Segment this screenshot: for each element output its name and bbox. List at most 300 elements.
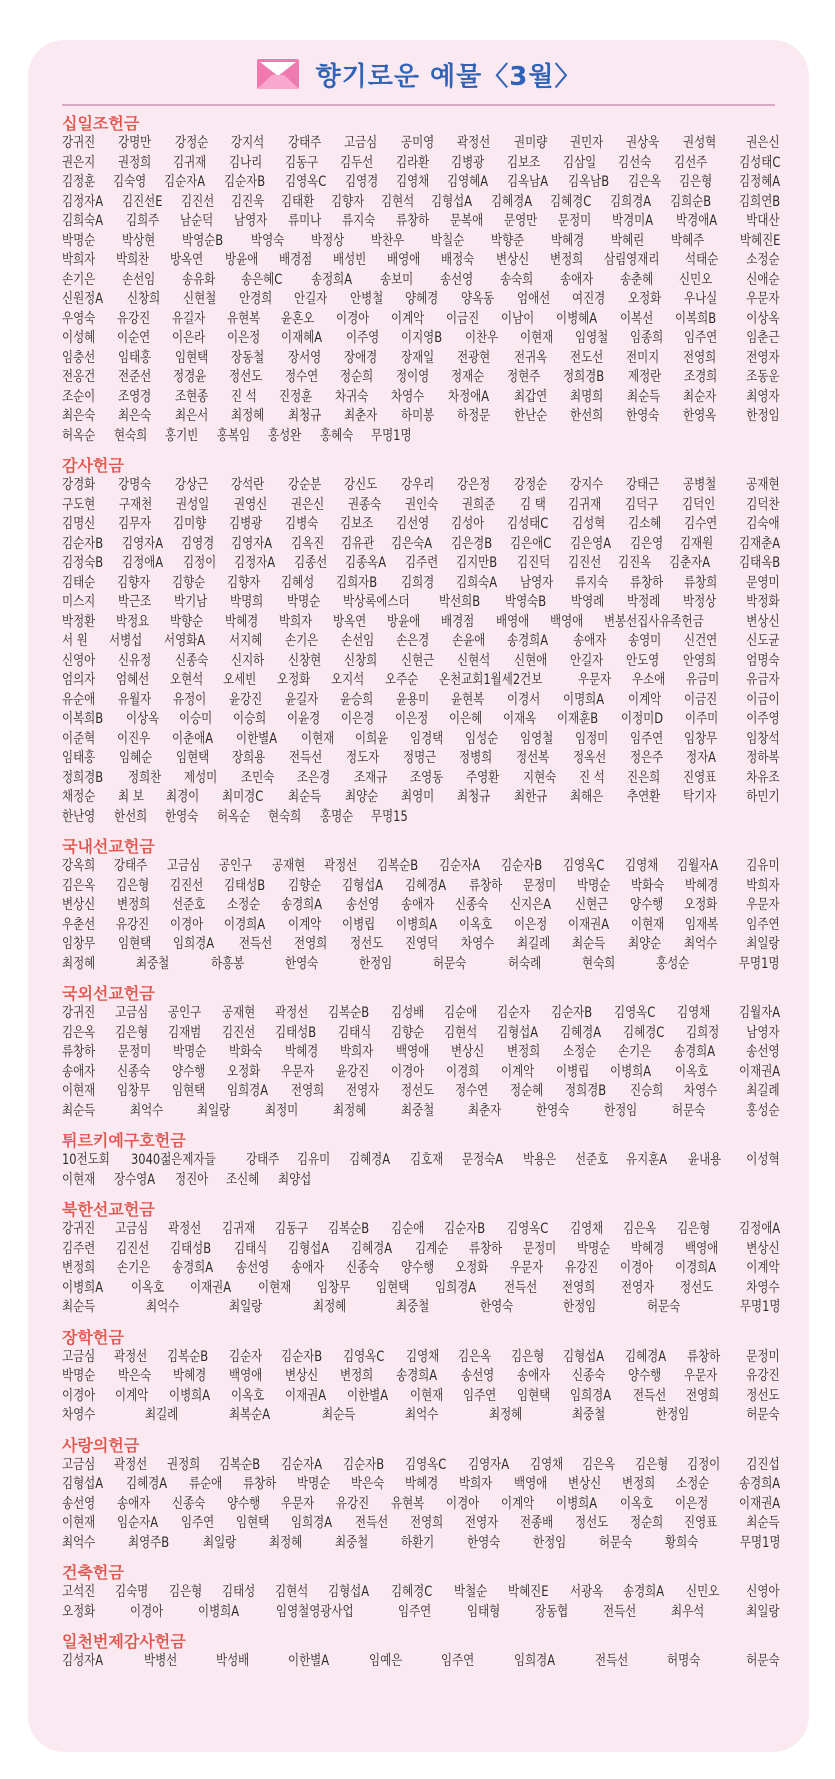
donor-name: 엄애선 [516,291,550,307]
donor-name: 차정애A [447,388,489,405]
offering-section [62,1200,780,1318]
donor-name: 김영채 [624,858,659,874]
offering-section [62,984,780,1121]
donor-name: 최중철 [396,1299,430,1315]
donor-name: 조영경 [118,388,152,405]
name-row [62,1367,780,1387]
section-title: 감사헌금 [62,456,124,475]
donor-name: 김혜경C [623,1024,665,1041]
donor-name: 김영혜A [446,174,488,190]
donor-name: 신영아 [746,1584,780,1600]
donor-name: 김영경 [345,174,379,190]
offering-section [62,1563,780,1622]
donor-name: 배경점 [441,613,475,630]
donor-name: 최중철 [400,1102,434,1119]
donor-name: 임희경A [290,1515,333,1531]
donor-name: 임영철 [574,330,609,346]
donor-name: 류미나 [287,213,322,229]
donor-name: 이금이 [746,691,780,708]
donor-name: 오정화 [226,1063,260,1080]
donor-name: 전옹건 [62,369,96,385]
name-row [62,535,780,555]
donor-name: 김희숙A [62,213,104,229]
donor-name: 류창하 [469,877,503,894]
donor-name: 권민자 [569,135,604,151]
donor-name: 김진선 [567,555,601,571]
donor-name: 김정자A [233,555,275,571]
donor-name: 양수행 [629,897,663,913]
donor-name: 김혜경A [349,1152,391,1168]
donor-name: 변상신 [62,897,96,913]
donor-name: 한영숙 [479,1299,514,1315]
donor-name: 방윤애 [224,252,258,268]
donor-name: 박상록에스더 [342,594,410,610]
donor-name: 전득선 [355,1515,389,1531]
donor-name: 이주영 [746,711,780,727]
name-row [62,1024,780,1044]
donor-name: 하미봉 [400,408,434,424]
donor-name: 김순자B [444,1221,486,1237]
name-row [62,1063,780,1083]
donor-name: 박향준 [490,232,525,249]
donor-name: 정현주 [507,369,541,385]
donor-name: 최영자 [746,388,780,405]
donor-name: 임희경A [226,1083,268,1099]
donor-name: 김주련 [62,1240,96,1257]
donor-name: 김혜경A [125,1476,167,1492]
page-title: 향기로운 예물〈3월〉 [315,61,582,92]
donor-name: 문정미 [523,877,557,894]
donor-name: 현숙희 [581,955,616,972]
donor-name: 남영자 [233,213,267,229]
donor-name: 이은혜 [449,711,483,727]
donor-name: 정순희 [340,369,374,385]
donor-name: 이성혁 [746,1152,780,1168]
donor-name: 한선희 [569,408,604,424]
donor-name: 김은숙A [390,535,433,552]
donor-name: 차유조 [746,769,780,786]
donor-name: 김숙명 [115,1584,149,1600]
name-row [62,193,780,213]
donor-name: 임창석 [746,730,780,747]
donor-name: 김월자A [738,1005,780,1021]
donor-name: 김진선 [116,1240,150,1257]
donor-name: 변정희 [116,897,151,913]
name-row [62,1534,780,1554]
donor-name: 김진섭 [746,1456,780,1473]
donor-name: 한정임 [359,955,393,972]
name-row [62,1043,780,1063]
donor-name: 박칠순 [431,232,465,249]
donor-name: 김혜경A [405,877,447,894]
donor-name: 조은경 [297,769,331,786]
donor-name: 장동철 [231,349,265,366]
donor-name: 이현재 [62,1171,96,1188]
donor-name: 김형섭A [341,877,383,894]
donor-name: 신현근 [400,652,434,669]
donor-name: 최정혜 [332,1102,367,1119]
donor-name: 김선주 [673,154,708,171]
donor-name: 이상옥 [125,711,159,727]
donor-name: 곽정선 [168,1221,202,1237]
donor-name: 박화숙 [228,1044,263,1060]
donor-name: 한영숙 [626,408,660,424]
donor-name: 박명순 [286,594,320,610]
donor-name: 류지숙 [341,213,376,229]
donor-name: 김미향 [173,516,207,532]
donor-name: 우문자 [281,1063,315,1080]
donor-name: 류창하 [395,213,430,229]
donor-name: 추연환 [626,789,660,805]
donor-name: 이경아 [62,1387,96,1404]
donor-name: 삼림영재리 [603,252,660,268]
donor-name: 박혜경 [173,1368,207,1384]
donor-name: 김은영 [629,535,663,552]
donor-name: 박명희 [230,594,264,610]
donor-name: 전영자 [465,1515,499,1531]
donor-name: 김혜경A [624,1348,667,1365]
donor-name: 이재권A [738,1495,780,1512]
name-row [62,134,780,154]
donor-name: 김정이 [182,555,217,571]
donor-name: 양혜경 [405,291,439,307]
donor-name: 강순분 [287,477,322,493]
donor-name: 우문자 [281,1495,315,1512]
donor-name: 김숙애 [746,516,780,532]
donor-name: 이병희A [198,1603,240,1620]
donor-name: 임영철 [519,730,554,747]
donor-name: 박용은 [523,1152,557,1168]
donor-name: 전도선 [569,349,604,366]
donor-name: 강귀진 [62,135,96,151]
donor-name: 지현숙 [522,769,557,786]
donor-name: 박희자 [459,1476,493,1492]
donor-name: 송선영 [746,1044,780,1060]
donor-name: 장애경 [344,349,378,366]
name-row [62,173,780,193]
donor-name: 홍기빈 [165,427,199,444]
donor-name: 최억수 [129,1102,164,1119]
donor-name: 유현복 [226,310,260,327]
donor-name: 신창희 [127,291,161,307]
donor-name: 배영애 [495,613,529,630]
donor-name: 이현재 [410,1387,444,1404]
donor-name: 김은옥 [623,1221,657,1237]
donor-name: 임창무 [684,730,718,747]
donor-name: 이경아 [445,1495,480,1512]
donor-name: 하민기 [746,789,780,805]
donor-name: 조재규 [353,769,387,786]
section-title: 장학헌금 [62,1327,124,1347]
donor-name: 김덕찬 [746,496,780,513]
donor-name: 박정요 [116,613,150,630]
donor-name: 이계악 [287,916,322,933]
donor-name: 양수행 [400,1260,434,1276]
donor-name: 최길례 [746,1083,780,1099]
donor-name: 진 석 [231,388,258,405]
donor-name: 김영채 [676,1005,710,1021]
donor-name: 한영숙 [536,1102,570,1119]
donor-name: 송선영 [461,1368,495,1384]
donor-name: 홍성순 [746,1102,780,1119]
donor-name: 강태주 [287,135,322,151]
donor-name: 박기남 [174,594,208,610]
donor-name: 최해은 [570,789,604,805]
donor-name: 최영미 [401,789,435,805]
donor-name: 송유화 [181,271,215,288]
donor-name: 변정희 [621,1476,655,1492]
donor-name: 이현재 [631,916,665,933]
donor-name: 장서영 [287,349,322,366]
donor-name: 손기은 [62,271,96,288]
donor-name: 송은혜C [241,271,283,288]
donor-name: 소정순 [562,1044,597,1060]
donor-name: 김은옥 [458,1348,492,1365]
donor-name: 박명순 [577,1240,611,1257]
section-title: 건축헌금 [62,1563,124,1582]
donor-name: 곽정선 [114,1456,148,1473]
donor-name: 박은숙 [351,1476,385,1492]
donor-name: 신민오 [686,1584,720,1600]
donor-name: 하흥봉 [210,955,244,972]
donor-name: 조경희 [683,369,717,385]
donor-name: 김은형 [115,1024,149,1041]
donor-name: 장희용 [232,750,266,766]
donor-name: 이경아 [130,1603,164,1620]
donor-name: 김순애 [444,1005,478,1021]
donor-name: 이복희B [62,711,104,727]
donor-name: 김은옥 [62,877,96,894]
donor-name: 이금진 [683,691,717,708]
donor-name: 신현근 [574,897,609,913]
donor-name: 이계악 [391,310,425,327]
donor-name: 안길자 [569,652,604,669]
donor-name: 김정애A [122,555,164,571]
donor-name: 김형섭A [431,193,473,210]
donor-name: 진정훈 [278,388,312,405]
donor-name: 우나실 [683,291,717,307]
donor-name: 정희경B [565,1083,607,1099]
donor-name: 김영자A [231,535,273,552]
donor-name: 한영옥 [682,408,717,424]
donor-name: 이은정 [226,330,260,346]
donor-name: 이재혜A [281,330,323,346]
donor-name: 류창하 [62,1044,96,1060]
donor-name: 임태홍 [62,750,96,766]
donor-name: 이병립 [555,1063,589,1080]
donor-name: 변정희 [340,1368,374,1384]
donor-name: 백영애 [513,1476,547,1492]
donor-name: 최은서 [174,408,209,424]
donor-name: 김정훈 [62,174,96,190]
donor-name: 변상신 [284,1368,318,1384]
donor-name: 최길례 [145,1407,179,1423]
page-header [28,52,809,96]
donor-name: 김삼일 [562,154,596,171]
donor-name: 류창하 [469,1240,503,1257]
donor-name: 이진우 [116,730,151,747]
donor-name: 정자A [686,750,717,766]
donor-name: 조현종 [174,388,209,405]
donor-name: 권상욱 [626,135,660,151]
donor-name: 이병희A [62,1279,104,1296]
donor-name: 진 석 [579,769,606,786]
donor-name: 이명희A [562,691,604,708]
name-row [62,730,780,750]
donor-name: 이재권A [284,1387,326,1404]
donor-name: 무명15 [371,808,409,825]
donor-name: 강석란 [231,477,265,493]
donor-name: 김라환 [395,154,430,171]
name-row [62,1298,780,1318]
donor-name: 문영미 [746,574,780,591]
donor-name: 권영신 [233,496,267,513]
donor-name: 신종숙 [171,1495,205,1512]
donor-name: 이옥호 [674,1063,709,1080]
donor-name: 김혜경C [391,1584,433,1600]
donor-name: 방옥연 [170,252,204,268]
name-row [62,1348,780,1368]
offering-section [62,1328,780,1426]
donor-name: 고금심 [62,1456,96,1473]
name-row [62,574,780,594]
donor-name: 송정희A [311,271,353,288]
section-title: 튀르키예구호헌금 [62,1131,186,1150]
donor-name: 김숙영 [112,174,147,190]
donor-name: 전득선 [503,1279,537,1296]
donor-name: 한정임 [746,408,780,424]
name-row [62,496,780,516]
donor-name: 손은경 [396,633,430,649]
name-row [62,652,780,672]
donor-name: 김정이 [686,1456,721,1473]
donor-name: 신현석 [457,652,491,669]
donor-name: 박명순 [62,1368,96,1384]
donor-name: 전득선 [595,1653,629,1669]
donor-name: 이병희A [168,1387,210,1404]
donor-name: 강정순 [513,477,547,493]
donor-name: 구도현 [62,496,96,513]
donor-name: 이주미 [685,711,719,727]
name-row [62,515,780,535]
donor-name: 이병혜A [555,310,597,327]
donor-name: 임재복 [685,916,719,933]
donor-name: 이은정 [674,1495,709,1512]
donor-name: 이재옥 [503,711,537,727]
donor-name: 전득선 [289,750,323,766]
donor-name: 권종숙 [348,496,382,513]
name-row [62,613,780,633]
donor-name: 한영숙 [466,1534,501,1551]
section-title: 북한선교헌금 [62,1200,155,1219]
donor-name: 이한별A [347,1387,389,1404]
donor-name: 변정희 [62,1260,96,1276]
donor-name: 송애자 [516,1368,550,1384]
donor-name: 곽정선 [457,135,491,151]
donor-name: 임희경A [434,1279,477,1296]
donor-name: 유강진 [116,310,151,327]
donor-name: 문정미 [523,1240,557,1257]
donor-name: 송애자 [572,633,606,649]
donor-name: 이계악 [500,1063,535,1080]
donor-name: 송경희A [171,1260,213,1276]
donor-name: 신창희 [344,652,378,669]
offering-section [62,456,780,827]
donor-name: 박혜린 [610,232,645,249]
donor-name: 강태주 [114,858,148,874]
donor-name: 김은형 [634,1456,668,1473]
donor-name: 김희자B [336,574,378,591]
donor-name: 오정화 [684,897,718,913]
donor-name: 미스지 [62,594,96,610]
donor-name: 장수영A [113,1171,155,1188]
donor-name: 김영옥C [613,1005,655,1021]
donor-name: 임현택 [376,1279,410,1296]
donor-name: 최복순A [228,1407,271,1423]
donor-name: 윤현복 [451,691,485,708]
donor-name: 강지수 [569,477,604,493]
donor-name: 김복순B [376,858,418,874]
donor-name: 신지하 [231,652,265,669]
donor-name: 공미영 [400,135,434,151]
donor-name: 고금심 [166,858,201,874]
donor-name: 손기은 [284,633,319,649]
name-row [62,1603,780,1623]
donor-name: 무명1명 [739,1299,780,1315]
donor-name: 정경윤 [173,369,207,385]
name-row [62,232,780,252]
donor-name: 김순자B [62,535,104,552]
donor-name: 유현복 [391,1495,425,1512]
donor-name: 최영주B [127,1534,170,1551]
donor-name: 문정미 [746,1348,780,1365]
donor-name: 한난순 [513,408,547,424]
donor-name: 이재권A [189,1279,231,1296]
donor-name: 정선도 [349,936,384,952]
donor-name: 홍복임 [216,427,251,444]
donor-name: 이상옥 [746,310,780,327]
name-row [62,554,780,574]
donor-name: 김병광 [451,154,485,171]
donor-name: 김태옥B [738,555,780,571]
donor-name: 조순이 [62,388,96,405]
name-row [62,476,780,496]
donor-name: 김덕구 [624,496,659,513]
donor-name: 임혜순 [118,750,153,766]
donor-name: 김성혁 [572,516,606,532]
donor-name: 송선영 [236,1260,270,1276]
donor-name: 김계순 [415,1240,449,1257]
donor-name: 정희찬 [128,769,162,786]
donor-name: 전영자 [746,349,780,366]
donor-name: 이준혁 [62,730,96,747]
donor-name: 박희자 [62,252,96,268]
donor-name: 김형섭A [562,1348,605,1365]
donor-name: 김순애 [391,1221,425,1237]
donor-name: 송춘혜 [619,271,653,288]
donor-name: 최순득 [62,1102,96,1119]
donor-name: 강정순 [174,135,209,151]
donor-name: 임주연 [684,330,718,346]
donor-name: 이현재 [62,1083,96,1099]
donor-name: 박경애A [675,213,717,229]
name-row [62,1456,780,1476]
donor-name: 유월자 [117,691,151,708]
donor-name: 이경희 [445,1063,480,1080]
offering-section [62,837,780,974]
donor-name: 오주순 [384,672,419,688]
donor-name: 최청규 [287,408,322,424]
